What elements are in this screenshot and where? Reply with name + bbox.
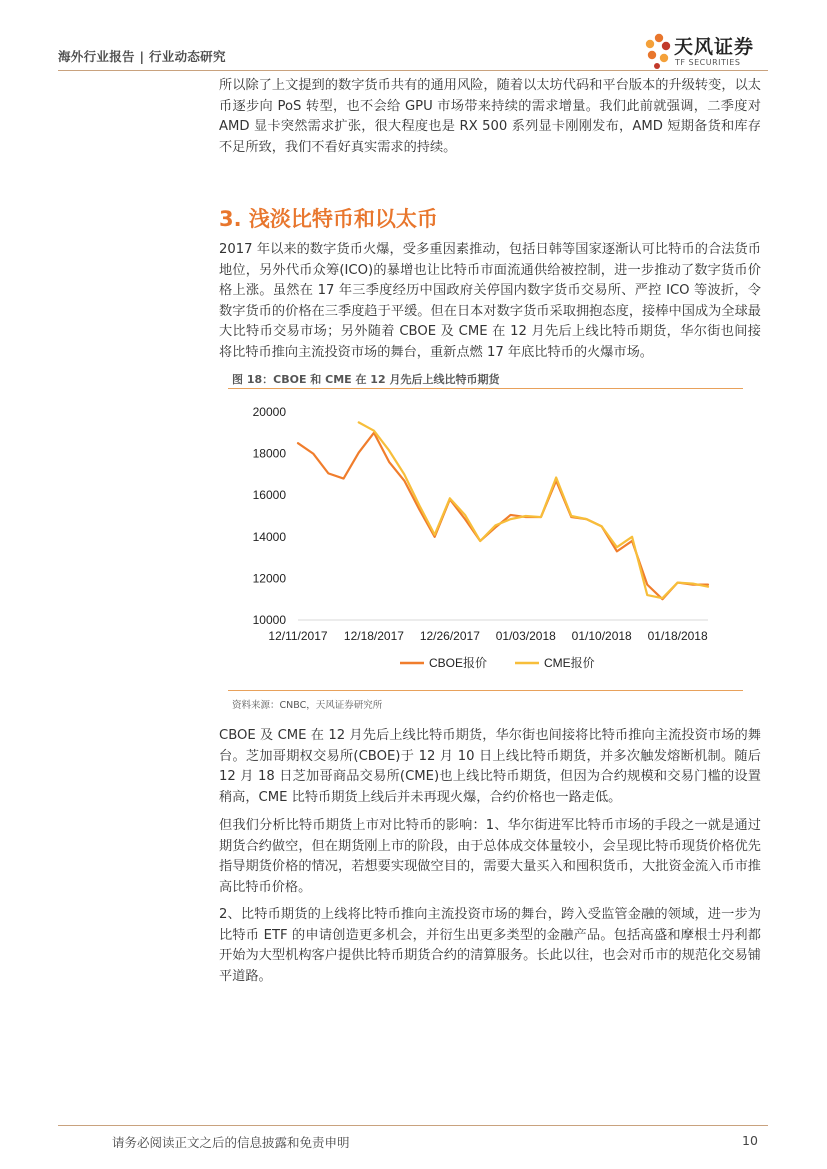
series-line-cboe	[298, 433, 708, 599]
footer-divider	[58, 1125, 768, 1126]
page-number: 10	[742, 1133, 758, 1148]
series-line-cme	[359, 422, 708, 598]
disclaimer-notice: 请务必阅读正文之后的信息披露和免责申明	[112, 1135, 350, 1150]
paragraph-intro: 所以除了上文提到的数字货币共有的通用风险，随着以太坊代码和平台版本的升级转变，以太币逐步向 PoS 转型，也不会给 GPU 市场带来持续的需求增量。我们此前就强调，二季度对 AMD 显卡突然需求扩张，很大程度也是 RX 500 系列显卡刚刚发布，AMD 短期备货和库存不足所致，我们不看好真实需求的持续。	[219, 78, 761, 155]
price-line-chart	[228, 390, 743, 690]
company-logo	[642, 28, 772, 72]
paragraph-analysis-2: 2、比特币期货的上线将比特币推向主流投资市场的舞台，跨入受监管金融的领域，进一步为比特币 ETF 的申请创造更多机会，并衍生出更多类型的金融产品。包括高盛和摩根士丹利都开始为大型机构客户提供比特币期货合约的清算服务。长此以往，也会对币市的规范化交易铺平道路。	[219, 907, 761, 984]
y-tick-label: 18000	[252, 446, 286, 461]
figure-bottom-rule	[228, 690, 743, 691]
y-tick-label: 16000	[252, 488, 286, 503]
x-tick-label: 12/26/2017	[419, 629, 480, 643]
logo-subtitle: TF SECURITIES	[675, 58, 741, 67]
x-tick-label: 12/11/2017	[268, 629, 328, 643]
figure-title: 图 18：CBOE 和 CME 在 12 月先后上线比特币期货	[232, 373, 500, 386]
section-title: 3. 浅淡比特币和以太币	[219, 207, 438, 231]
report-category: 海外行业报告 | 行业动态研究	[58, 49, 226, 64]
figure-source: 资料来源：CNBC，天风证券研究所	[232, 700, 383, 711]
legend-label: CBOE报价	[429, 656, 488, 670]
x-tick-label: 12/18/2017	[343, 629, 404, 643]
paragraph-background: 2017 年以来的数字货币火爆，受多重因素推动，包括日韩等国家逐渐认可比特币的合法货币地位，另外代币众筹(ICO)的暴增也让比特币市面流通供给被控制，进一步推动了数字货币价格上涨。虽然在 17 年三季度经历中国政府关停国内数字货币交易所、严控 ICO 等波折，令数字货币的价格在三季度趋于平缓。但在日本对数字货币采取拥抱态度，接棒中国成为全球最大比特币交易市场；另外随着 CBOE 及 CME 在 12 月先后上线比特币期货，华尔街也间接将比特币推向主流投资市场的舞台，重新点燃 17 年底比特币的火爆市场。	[219, 242, 761, 360]
y-tick-label: 12000	[252, 571, 286, 586]
x-tick-label: 01/10/2018	[571, 629, 632, 643]
paragraph-analysis-1: 但我们分析比特币期货上市对比特币的影响：1、华尔街进军比特币市场的手段之一就是通过期货合约做空，但在期货刚上市的阶段，由于总体成交体量较小，会呈现比特币现货价格优先指导期货价格的情况，若想要实现做空目的，需要大量买入和囤积货币，大批资金流入币市推高比特币价格。	[219, 818, 761, 895]
figure-top-rule	[228, 388, 743, 389]
logo-flower-icon	[642, 28, 674, 72]
legend-label: CME报价	[544, 656, 595, 670]
x-tick-label: 01/18/2018	[647, 629, 708, 643]
y-tick-label: 20000	[252, 405, 286, 419]
x-tick-label: 01/03/2018	[495, 629, 556, 643]
y-tick-label: 10000	[252, 613, 286, 627]
logo-name: 天风证券	[674, 36, 755, 58]
header-divider	[58, 70, 768, 71]
y-tick-label: 14000	[252, 529, 286, 544]
paragraph-futures-launch: CBOE 及 CME 在 12 月先后上线比特币期货，华尔街也间接将比特币推向主流投资市场的舞台。芝加哥期权交易所(CBOE)于 12 月 10 日上线比特币期货，并多次触发熔断机制。随后 12 月 18 日芝加哥商品交易所(CME)也上线比特币期货，但因为合约规模和交易门槛的设置稍高，CME 比特币期货上线后并未再现火爆，合约价格也一路走低。	[219, 728, 761, 805]
